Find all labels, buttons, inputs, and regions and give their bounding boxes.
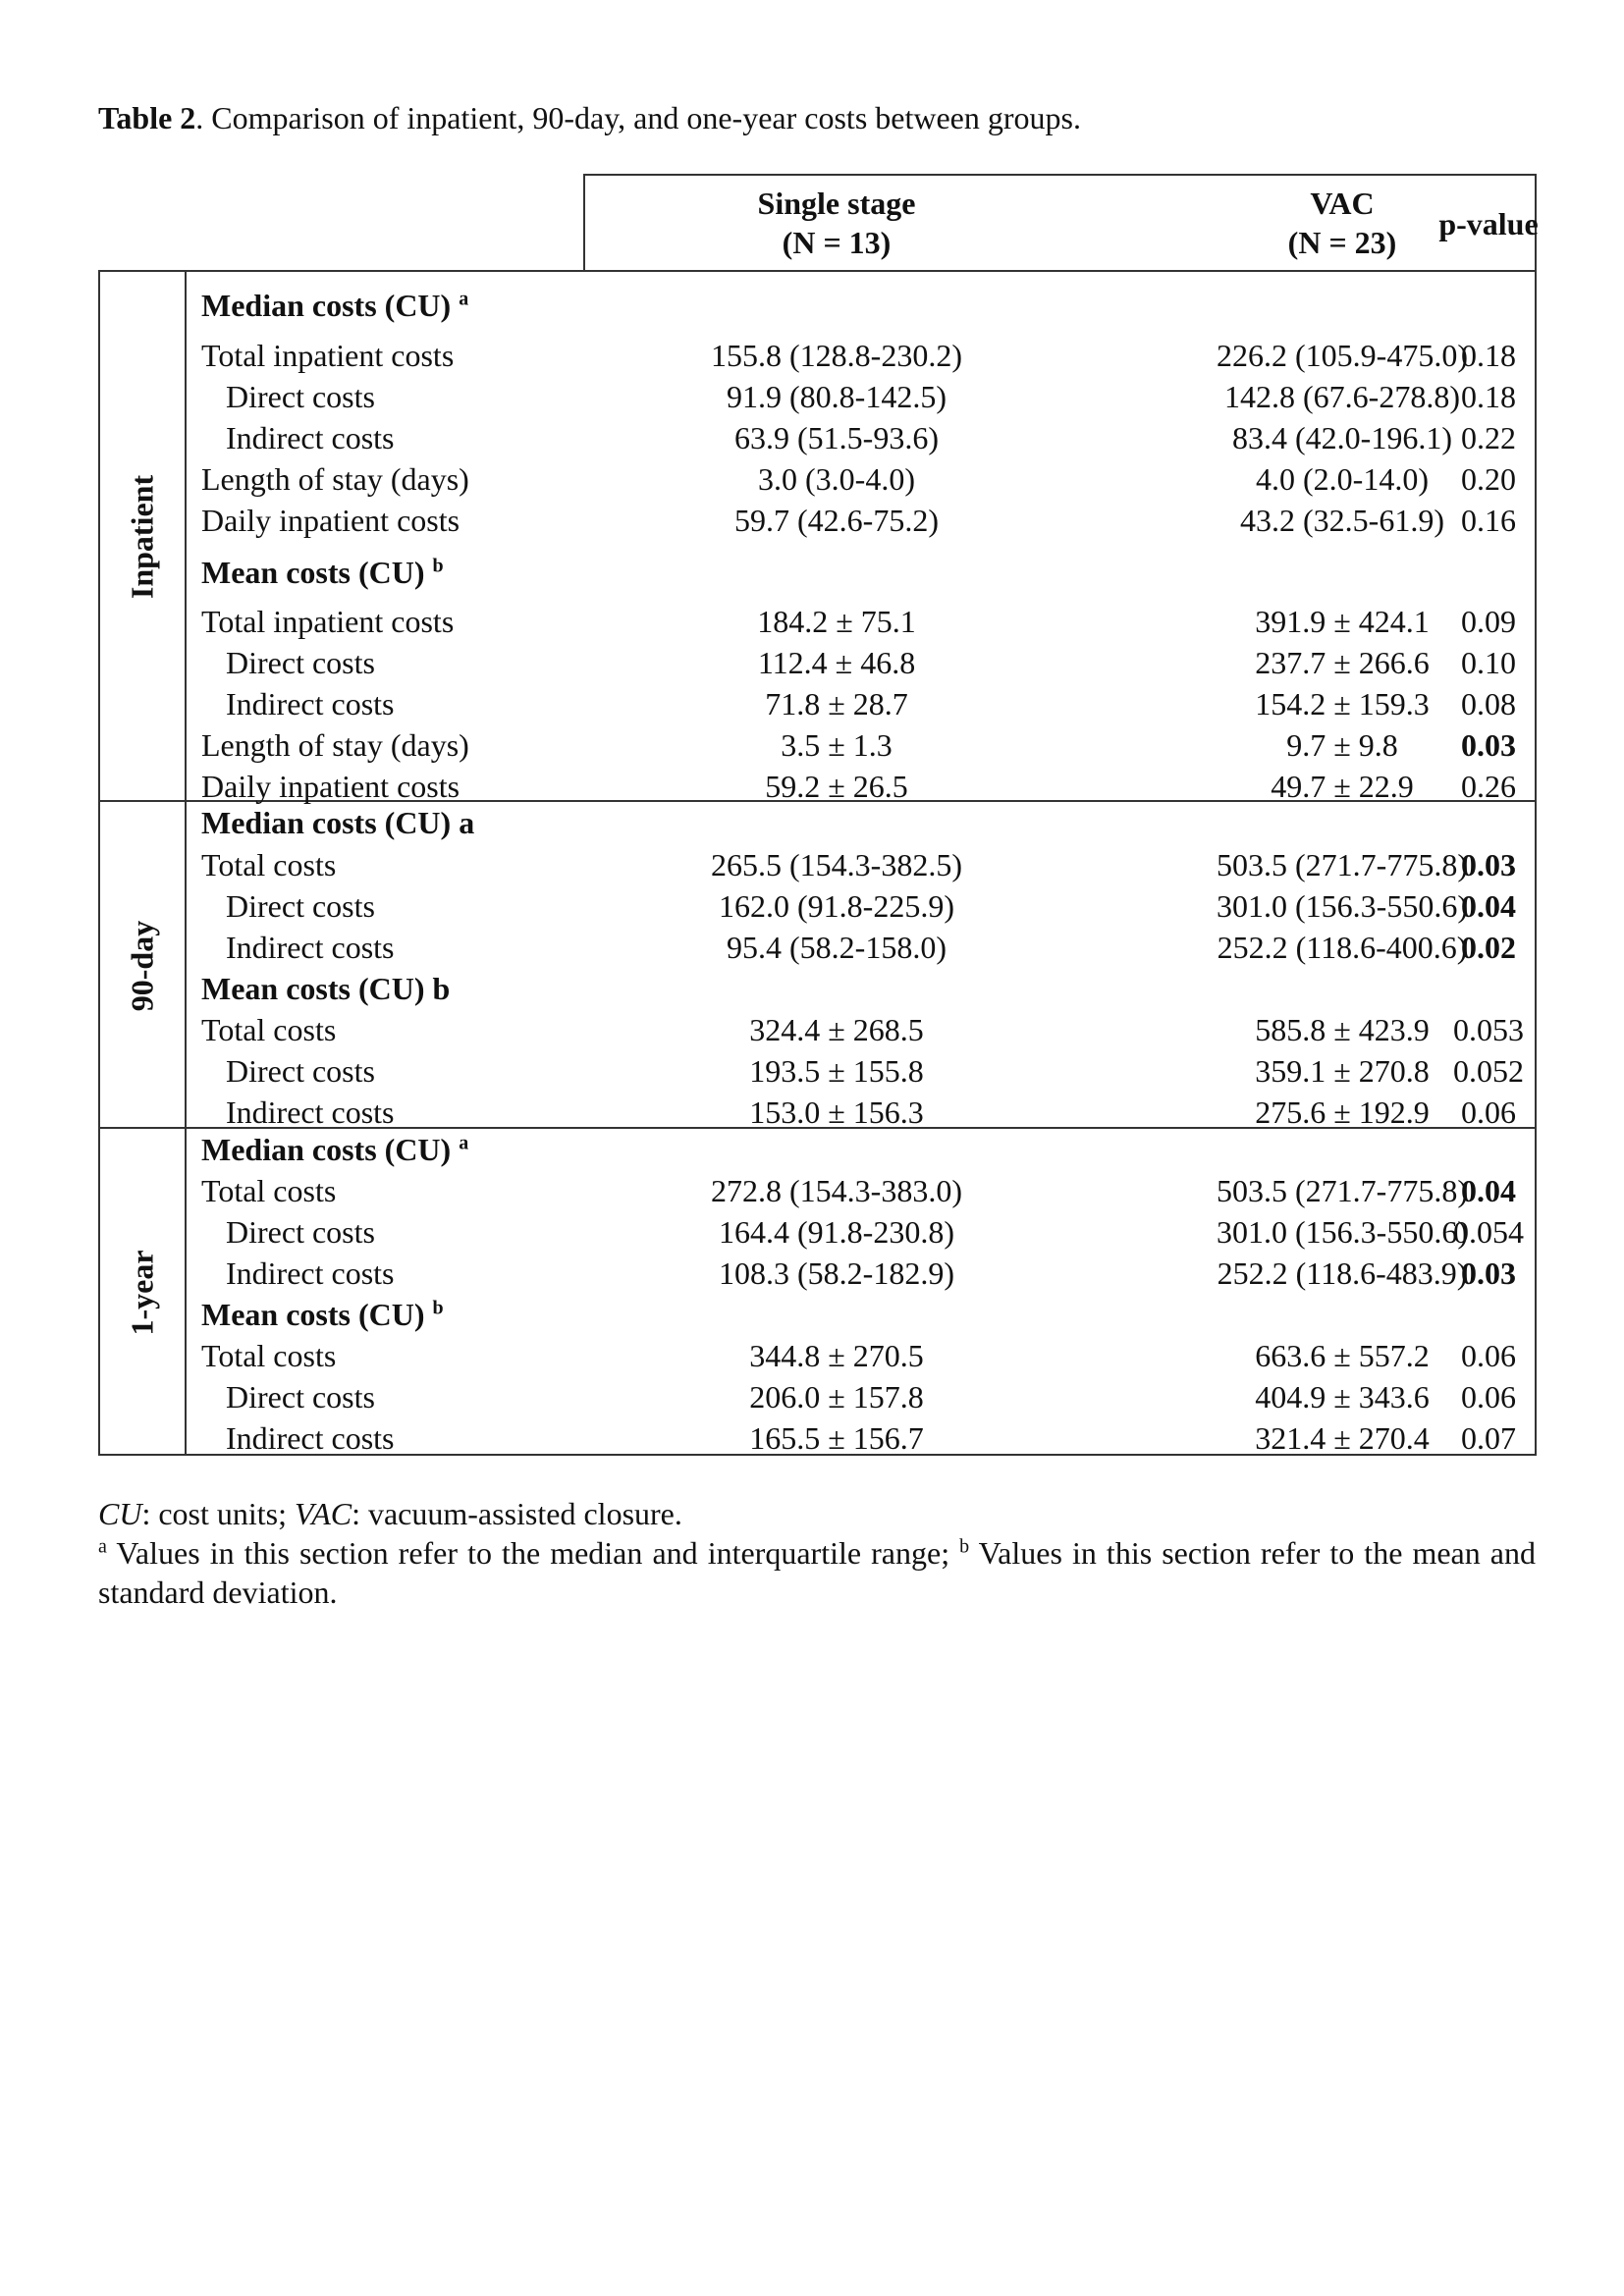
row-label-text: Length of stay (days) [201, 461, 469, 497]
row-label [226, 927, 395, 968]
single-stage-value: 155.8 (128.8-230.2) [711, 338, 962, 373]
row-label [201, 458, 469, 500]
row-label [201, 844, 336, 885]
row-label-text: Indirect costs [226, 1420, 395, 1456]
row-label-text: Total costs [201, 1338, 337, 1373]
section-label-text: 90-day [124, 920, 160, 1011]
row-label-text: Direct costs [226, 1379, 375, 1415]
abbreviations-note [98, 1494, 1536, 1533]
p-value: 0.052 [1453, 1053, 1524, 1089]
row-label [201, 500, 460, 541]
row-label [226, 1253, 395, 1294]
single-stage-value: 91.9 (80.8-142.5) [727, 379, 947, 414]
abbrev-vac: VAC [295, 1496, 352, 1531]
row-label-text: Indirect costs [226, 420, 395, 455]
vac-value: 252.2 (118.6-483.9) [1217, 1255, 1468, 1291]
p-value: 0.04 [1461, 1173, 1516, 1208]
row-label-text: Indirect costs [226, 1255, 395, 1291]
abbrev-vac-text: : vacuum-assisted closure. [352, 1496, 682, 1531]
row-label [201, 335, 454, 376]
row-label [226, 1050, 375, 1092]
vac-value: 585.8 ± 423.9 [1255, 1012, 1430, 1047]
section-label-text: 1-year [124, 1249, 160, 1336]
table-rule [583, 174, 1536, 176]
row-label-text: Direct costs [226, 888, 375, 924]
p-value: 0.06 [1461, 1338, 1516, 1373]
vac-value: 503.5 (271.7-775.8) [1217, 1173, 1468, 1208]
single-stage-value: 193.5 ± 155.8 [749, 1053, 924, 1089]
section-label-text: Inpatient [124, 474, 160, 600]
single-stage-value: 71.8 ± 28.7 [765, 686, 908, 721]
single-stage-value: 162.0 (91.8-225.9) [719, 888, 954, 924]
abbrev-cu: CU [98, 1496, 142, 1531]
footnotes [98, 1533, 1536, 1612]
row-label-text: Mean costs (CU) b [201, 971, 451, 1006]
vac-value: 404.9 ± 343.6 [1255, 1379, 1430, 1415]
single-stage-value: 206.0 ± 157.8 [749, 1379, 924, 1415]
row-label-text: Total inpatient costs [201, 338, 455, 373]
p-value: 0.06 [1461, 1379, 1516, 1415]
footnote-a-marker: a [98, 1535, 107, 1558]
table-notes [98, 1494, 1536, 1612]
row-label-text: Indirect costs [226, 1095, 395, 1130]
row-label [226, 1376, 375, 1417]
vac-value: 83.4 (42.0-196.1) [1232, 420, 1452, 455]
footnote-marker: b [432, 1297, 444, 1319]
single-stage-value: 272.8 (154.3-383.0) [711, 1173, 962, 1208]
header-p-value: p-value [1438, 206, 1539, 241]
row-label-text: Length of stay (days) [201, 727, 469, 763]
single-stage-value: 164.4 (91.8-230.8) [719, 1214, 954, 1250]
single-stage-value: 112.4 ± 46.8 [757, 645, 916, 680]
row-label-text: Indirect costs [226, 930, 395, 965]
subheading-label [201, 968, 450, 1009]
row-label [201, 766, 460, 807]
p-value: 0.26 [1461, 769, 1516, 804]
vac-value: 252.2 (118.6-400.6) [1217, 930, 1468, 965]
vac-value: 503.5 (271.7-775.8) [1217, 847, 1468, 882]
vac-value: 275.6 ± 192.9 [1255, 1095, 1430, 1130]
subheading-label [201, 802, 474, 843]
p-value: 0.20 [1461, 461, 1516, 497]
row-label-text: Total inpatient costs [201, 604, 455, 639]
p-value: 0.03 [1461, 727, 1516, 763]
p-value: 0.18 [1461, 379, 1516, 414]
row-label [201, 1335, 336, 1376]
p-value: 0.04 [1461, 888, 1516, 924]
single-stage-value: 265.5 (154.3-382.5) [711, 847, 962, 882]
table-rule [98, 270, 1537, 272]
p-value: 0.07 [1461, 1420, 1516, 1456]
row-label-text: Daily inpatient costs [201, 503, 460, 538]
row-label [226, 1211, 375, 1253]
vac-value: 321.4 ± 270.4 [1255, 1420, 1430, 1456]
row-label-text: Daily inpatient costs [201, 769, 460, 804]
row-label-text: Direct costs [226, 379, 375, 414]
vac-value: 359.1 ± 270.8 [1255, 1053, 1430, 1089]
p-value: 0.03 [1461, 1255, 1516, 1291]
row-label [201, 601, 454, 642]
row-label-text: Total costs [201, 1012, 337, 1047]
single-stage-value: 324.4 ± 268.5 [749, 1012, 924, 1047]
row-label [201, 1009, 336, 1050]
vac-value: 663.6 ± 557.2 [1255, 1338, 1430, 1373]
vac-value: 237.7 ± 266.6 [1255, 645, 1430, 680]
single-stage-value: 59.7 (42.6-75.2) [734, 503, 939, 538]
p-value: 0.08 [1461, 686, 1516, 721]
header-single-stage-n: (N = 13) [782, 225, 892, 260]
footnote-marker: a [459, 288, 469, 310]
row-label-text: Median costs (CU) a [201, 805, 475, 840]
vac-value: 301.0 (156.3-550.6) [1217, 888, 1468, 924]
footnote-a-text: Values in this section refer to the median and interquartile range; [106, 1535, 960, 1571]
row-label [226, 1417, 395, 1459]
footnote-b-marker: b [959, 1535, 970, 1558]
vac-value: 142.8 (67.6-278.8) [1224, 379, 1460, 414]
vac-value: 49.7 ± 22.9 [1271, 769, 1414, 804]
row-label-text: Mean costs (CU) [201, 1297, 425, 1332]
row-label-text: Indirect costs [226, 686, 395, 721]
single-stage-value: 3.0 (3.0-4.0) [758, 461, 915, 497]
header-vac-name: VAC [1310, 186, 1375, 221]
row-label [201, 1170, 336, 1211]
single-stage-value: 184.2 ± 75.1 [757, 604, 916, 639]
row-label [226, 642, 375, 683]
row-label-text: Direct costs [226, 645, 375, 680]
row-label-text: Median costs (CU) [201, 1132, 452, 1167]
footnote-marker: b [432, 555, 444, 577]
single-stage-value: 95.4 (58.2-158.0) [727, 930, 947, 965]
single-stage-value: 63.9 (51.5-93.6) [734, 420, 939, 455]
section-label-1-year [98, 1129, 187, 1456]
row-label-text: Direct costs [226, 1214, 375, 1250]
subheading-label [201, 285, 468, 326]
subheading-label [201, 1129, 468, 1170]
table-caption [98, 98, 1081, 137]
single-stage-value: 153.0 ± 156.3 [749, 1095, 924, 1130]
row-label [201, 724, 469, 766]
footnote-marker: a [459, 1132, 469, 1154]
single-stage-value: 165.5 ± 156.7 [749, 1420, 924, 1456]
p-value: 0.10 [1461, 645, 1516, 680]
footnote-b-text: Values in this section refer to the mean and standard deviation. [98, 1535, 1537, 1610]
table-caption-label: Table 2 [98, 100, 196, 135]
p-value: 0.053 [1453, 1012, 1524, 1047]
header-single-stage [537, 184, 1136, 262]
vac-value: 4.0 (2.0-14.0) [1256, 461, 1429, 497]
row-label [226, 417, 395, 458]
p-value: 0.16 [1461, 503, 1516, 538]
p-value: 0.22 [1461, 420, 1516, 455]
row-label-text: Direct costs [226, 1053, 375, 1089]
header-single-stage-name: Single stage [757, 186, 916, 221]
p-value: 0.06 [1461, 1095, 1516, 1130]
p-value: 0.02 [1461, 930, 1516, 965]
section-label-90-day [98, 802, 187, 1129]
row-label [226, 376, 375, 417]
p-value: 0.18 [1461, 338, 1516, 373]
vac-value: 301.0 (156.3-550.6) [1217, 1214, 1468, 1250]
header-vac-n: (N = 23) [1287, 225, 1397, 260]
single-stage-value: 108.3 (58.2-182.9) [719, 1255, 954, 1291]
single-stage-value: 344.8 ± 270.5 [749, 1338, 924, 1373]
table-caption-text: . Comparison of inpatient, 90-day, and one-year costs between groups. [195, 100, 1081, 135]
row-label-text: Median costs (CU) [201, 288, 452, 323]
vac-value: 391.9 ± 424.1 [1255, 604, 1430, 639]
p-value: 0.03 [1461, 847, 1516, 882]
p-value: 0.09 [1461, 604, 1516, 639]
vac-value: 226.2 (105.9-475.0) [1217, 338, 1468, 373]
row-label [226, 885, 375, 927]
row-label [226, 1092, 395, 1133]
p-value: 0.054 [1453, 1214, 1524, 1250]
section-label-inpatient [98, 272, 187, 802]
subheading-label [201, 1294, 444, 1335]
single-stage-value: 3.5 ± 1.3 [781, 727, 893, 763]
abbrev-cu-text: : cost units; [141, 1496, 296, 1531]
vac-value: 9.7 ± 9.8 [1286, 727, 1398, 763]
vac-value: 154.2 ± 159.3 [1255, 686, 1430, 721]
subheading-label [201, 552, 444, 593]
vac-value: 43.2 (32.5-61.9) [1240, 503, 1444, 538]
row-label [226, 683, 395, 724]
row-label-text: Total costs [201, 847, 337, 882]
single-stage-value: 59.2 ± 26.5 [765, 769, 908, 804]
row-label-text: Mean costs (CU) [201, 555, 425, 590]
row-label-text: Total costs [201, 1173, 337, 1208]
